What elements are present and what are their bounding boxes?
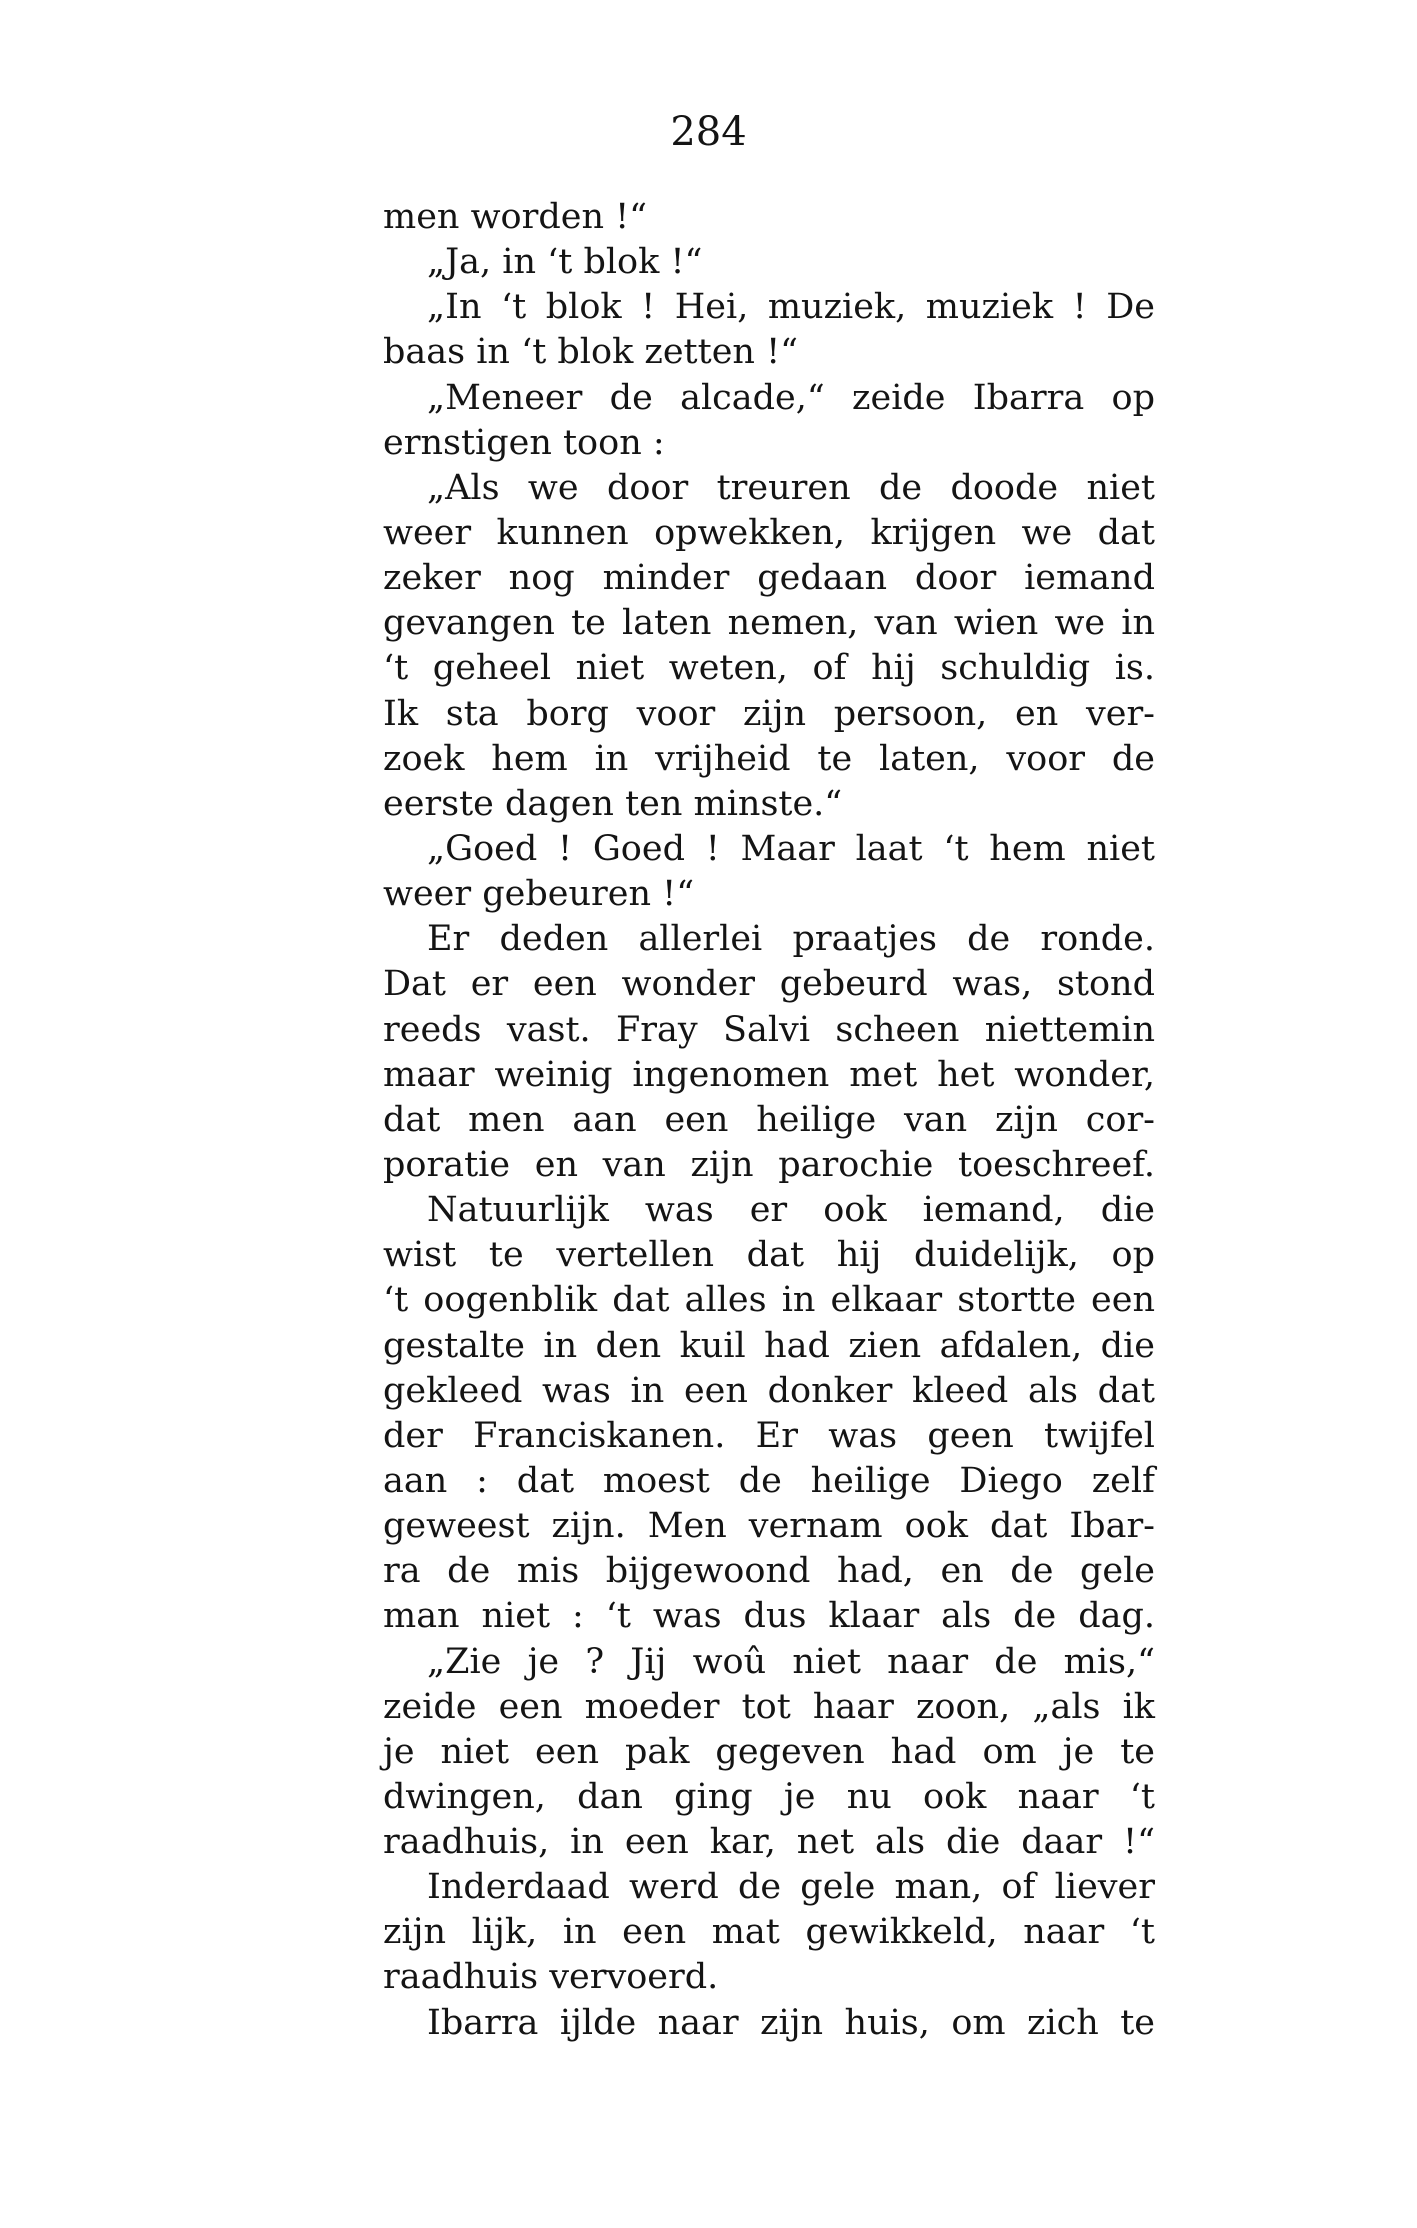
text-line: dwingen, dan ging je nu ook naar ‘t — [383, 1776, 1155, 1817]
text-line: „Meneer de alcade,“ zeide Ibarra op — [427, 377, 1155, 418]
text-line: baas in ‘t blok zetten !“ — [383, 332, 799, 373]
page-number: 284 — [670, 109, 747, 155]
text-line: Dat er een wonder gebeurd was, stond — [383, 964, 1155, 1005]
text-line: „Ja, in ‘t blok !“ — [427, 242, 703, 283]
text-line: Inderdaad werd de gele man, of liever — [427, 1867, 1155, 1908]
text-line: men worden !“ — [383, 197, 648, 237]
text-line: zijn lijk, in een mat gewikkeld, naar ‘t — [383, 1912, 1155, 1953]
text-line: Er deden allerlei praatjes de ronde. — [427, 919, 1155, 960]
text-line: „In ‘t blok ! Hei, muziek, muziek ! De — [427, 287, 1155, 328]
text-line: raadhuis, in een kar, net als die daar !“ — [383, 1822, 1155, 1863]
text-line: ernstigen toon : — [383, 422, 665, 463]
text-line: reeds vast. Fray Salvi scheen niettemin — [383, 1009, 1155, 1050]
text-line: raadhuis vervoerd. — [383, 1957, 719, 1998]
text-line: „Goed ! Goed ! Maar laat ‘t hem niet — [427, 828, 1155, 869]
text-line: wist te vertellen dat hij duidelijk, op — [383, 1235, 1155, 1276]
text-line: Ik sta borg voor zijn persoon, en ver- — [383, 693, 1155, 734]
text-line: gestalte in den kuil had zien afdalen, die — [383, 1325, 1155, 1366]
text-line: ‘t oogenblik dat alles in elkaar stortte een — [383, 1280, 1155, 1321]
text-line: aan : dat moest de heilige Diego zelf — [383, 1460, 1155, 1501]
text-line: geweest zijn. Men vernam ook dat Ibar- — [383, 1506, 1155, 1547]
text-line: „Als we door treuren de doode niet — [427, 467, 1155, 508]
text-line: zoek hem in vrijheid te laten, voor de — [383, 738, 1155, 779]
text-line: „Zie je ? Jij woû niet naar de mis,“ — [427, 1641, 1155, 1682]
text-line: je niet een pak gegeven had om je te — [383, 1731, 1155, 1772]
body-text — [383, 195, 1155, 2046]
text-line: poratie en van zijn parochie toeschreef. — [383, 1144, 1155, 1185]
text-line: ra de mis bijgewoond had, en de gele — [383, 1551, 1155, 1592]
text-line: eerste dagen ten minste.“ — [383, 783, 843, 824]
text-line: gevangen te laten nemen, van wien we in — [383, 603, 1155, 644]
text-line: weer kunnen opwekken, krijgen we dat — [383, 512, 1155, 553]
text-line: weer gebeuren !“ — [383, 874, 695, 915]
text-line: dat men aan een heilige van zijn cor- — [383, 1099, 1155, 1140]
text-line: ‘t geheel niet weten, of hij schuldig is. — [383, 648, 1155, 689]
text-line: man niet : ‘t was dus klaar als de dag. — [383, 1596, 1155, 1637]
text-line: zeker nog minder gedaan door iemand — [383, 558, 1155, 599]
text-line: gekleed was in een donker kleed als dat — [383, 1370, 1155, 1411]
text-line: zeide een moeder tot haar zoon, „als ik — [383, 1686, 1155, 1727]
text-line: Natuurlijk was er ook iemand, die — [427, 1190, 1155, 1231]
text-line: der Franciskanen. Er was geen twijfel — [383, 1415, 1155, 1456]
text-line: maar weinig ingenomen met het wonder, — [383, 1054, 1155, 1095]
text-line: Ibarra ijlde naar zijn huis, om zich te — [427, 2002, 1155, 2043]
